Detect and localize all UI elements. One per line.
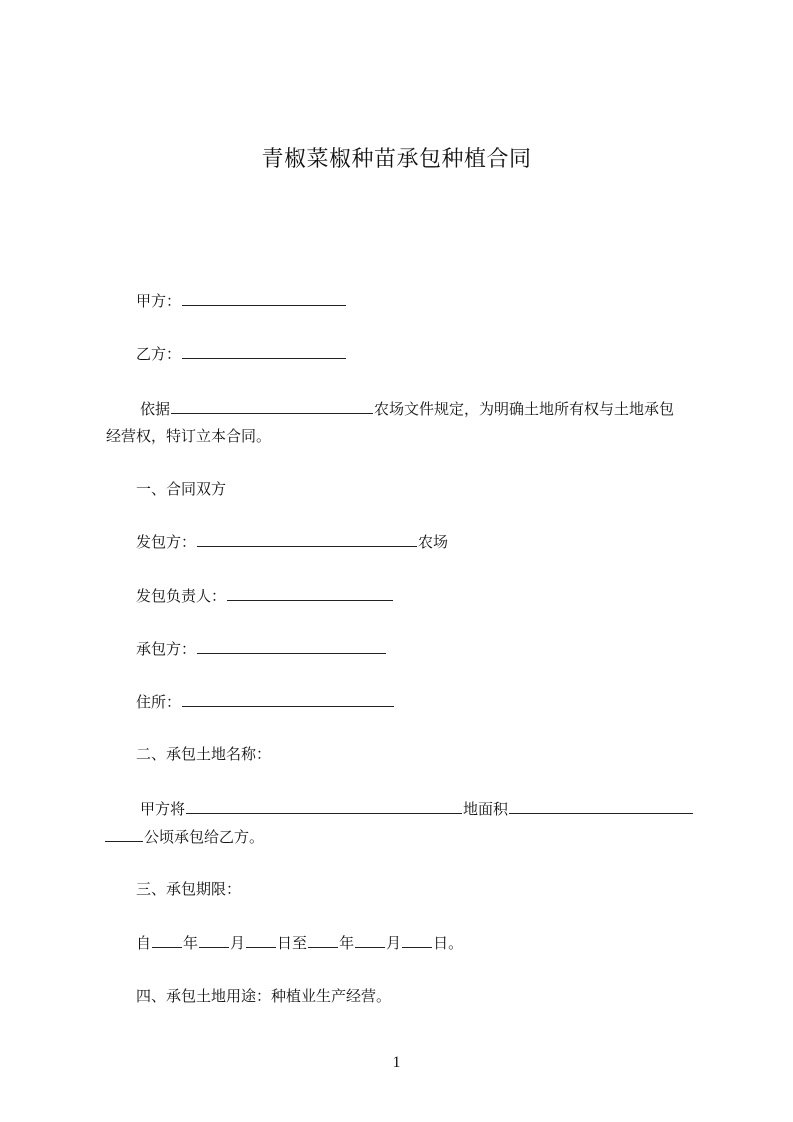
term-year1: 年 xyxy=(183,934,199,952)
contractor-suffix: 农场 xyxy=(418,533,449,551)
address-blank[interactable] xyxy=(182,691,394,707)
section3-heading: 三、承包期限： xyxy=(136,880,242,898)
basis-farm-blank[interactable] xyxy=(171,398,373,414)
land-prefix: 甲方将 xyxy=(140,800,186,818)
term-day-end: 日。 xyxy=(433,934,464,952)
party-a-line xyxy=(136,290,347,311)
term-day-to: 日至 xyxy=(277,934,308,952)
land-name-blank[interactable] xyxy=(186,798,462,814)
party-a-blank[interactable] xyxy=(182,290,346,306)
page-number: 1 xyxy=(392,1054,401,1071)
term-from: 自 xyxy=(136,934,152,952)
contractor-person-label: 发包负责人： xyxy=(136,587,227,605)
start-year-blank[interactable] xyxy=(152,932,182,948)
contractor-label: 发包方： xyxy=(136,533,197,551)
contractor-person-line xyxy=(136,585,394,606)
contractee-label: 承包方： xyxy=(136,640,197,658)
contractor-line xyxy=(136,531,448,552)
contractee-line xyxy=(136,638,387,659)
section4-text: 四、承包土地用途：种植业生产经营。 xyxy=(136,987,392,1005)
address-line xyxy=(136,691,395,712)
end-month-blank[interactable] xyxy=(355,932,385,948)
contractor-person-blank[interactable] xyxy=(227,585,393,601)
term-month1: 月 xyxy=(230,934,246,952)
end-day-blank[interactable] xyxy=(402,932,432,948)
basis-line-1 xyxy=(140,398,674,419)
term-month2: 月 xyxy=(386,934,402,952)
land-line-2 xyxy=(104,826,264,847)
start-month-blank[interactable] xyxy=(199,932,229,948)
end-year-blank[interactable] xyxy=(308,932,338,948)
land-suffix: 公顷承包给乙方。 xyxy=(144,828,265,846)
basis-line-2: 经营权，特订立本合同。 xyxy=(106,427,272,445)
basis-prefix: 依据 xyxy=(140,400,171,418)
term-line xyxy=(136,932,463,953)
section2-heading: 二、承包土地名称： xyxy=(136,745,272,763)
party-b-line xyxy=(136,343,347,364)
land-line-1 xyxy=(140,798,694,819)
land-area-blank[interactable] xyxy=(509,798,693,814)
address-label: 住所： xyxy=(136,693,182,711)
party-b-label: 乙方： xyxy=(136,345,182,363)
party-a-label: 甲方： xyxy=(136,292,182,310)
term-year2: 年 xyxy=(339,934,355,952)
contractor-blank[interactable] xyxy=(197,531,417,547)
document-title: 青椒菜椒种苗承包种植合同 xyxy=(261,147,532,172)
basis-suffix: 农场文件规定，为明确土地所有权与土地承包 xyxy=(374,400,675,418)
land-area-blank-cont[interactable] xyxy=(105,826,143,842)
land-mid: 地面积 xyxy=(463,800,509,818)
party-b-blank[interactable] xyxy=(182,343,346,359)
section1-heading: 一、合同双方 xyxy=(136,480,227,498)
start-day-blank[interactable] xyxy=(246,932,276,948)
contractee-blank[interactable] xyxy=(197,638,386,654)
